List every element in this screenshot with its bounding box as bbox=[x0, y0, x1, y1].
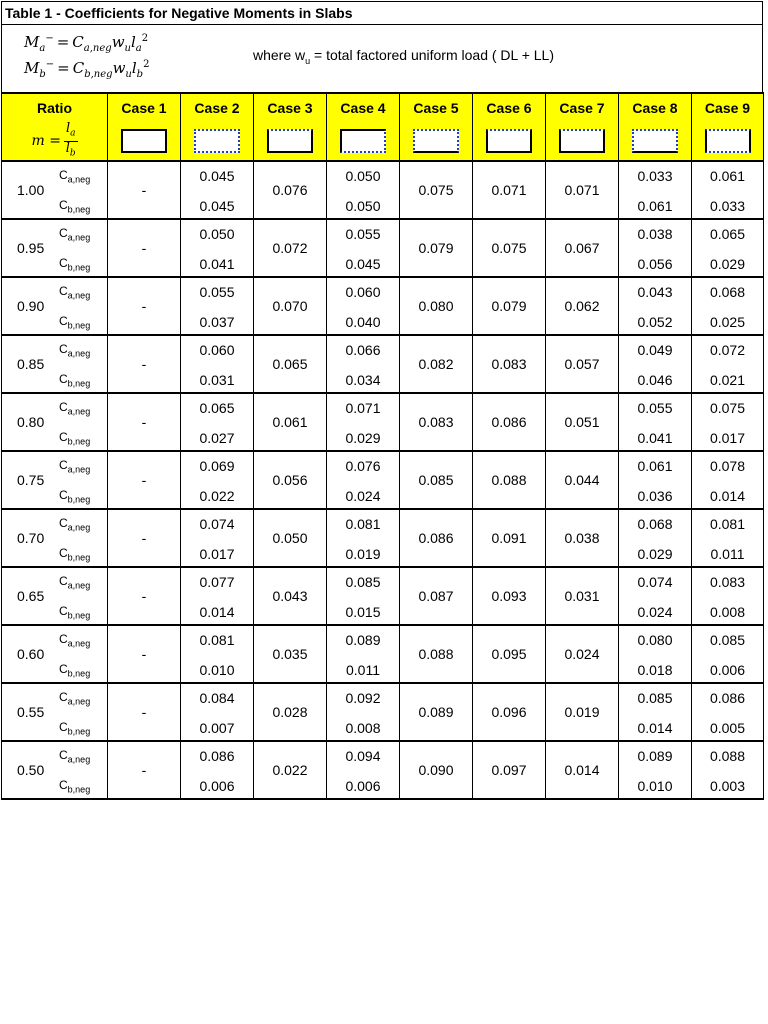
coef-cell-case-3: 0.070 bbox=[254, 277, 327, 335]
coef-cell-case-7: 0.062 bbox=[546, 277, 619, 335]
ca-neg-value: 0.085 bbox=[637, 690, 673, 707]
cb-neg-label: $C_{b,neg}$ bbox=[59, 487, 91, 505]
case-header-8: Case 8 bbox=[619, 93, 692, 122]
ca-neg-value: 0.061 bbox=[709, 168, 746, 185]
coef-cell-case-7: 0.038 bbox=[546, 509, 619, 567]
cb-neg-value: 0.022 bbox=[199, 488, 235, 505]
coef-cell-case-8 bbox=[619, 393, 692, 451]
coef-cell-case-5: 0.083 bbox=[400, 393, 473, 451]
case-diagram-cell-9 bbox=[692, 122, 764, 161]
ca-neg-value: 0.075 bbox=[709, 400, 746, 417]
ratio-cell bbox=[2, 161, 108, 219]
ca-neg-value: 0.078 bbox=[709, 458, 746, 475]
case-diagram-cell-2 bbox=[181, 122, 254, 161]
coef-cell-case-4 bbox=[327, 219, 400, 277]
case-diagram-cell-5 bbox=[400, 122, 473, 161]
slab-case-4-icon bbox=[340, 129, 386, 153]
ca-neg-label: $C_{a,neg}$ bbox=[59, 400, 91, 417]
table-row bbox=[2, 161, 764, 219]
ca-neg-value: 0.084 bbox=[199, 690, 235, 707]
cb-neg-value: 0.017 bbox=[199, 546, 235, 563]
coef-cell-case-7: 0.031 bbox=[546, 567, 619, 625]
coef-cell-case-4 bbox=[327, 161, 400, 219]
cb-neg-value: 0.027 bbox=[199, 430, 235, 447]
slab-case-6-icon bbox=[486, 129, 532, 153]
ratio-value: 0.75 bbox=[17, 472, 45, 489]
coef-cell-case-7: 0.024 bbox=[546, 625, 619, 683]
coef-cell-case-5: 0.090 bbox=[400, 741, 473, 799]
cb-neg-value: 0.011 bbox=[710, 546, 745, 563]
coef-cell-case-8 bbox=[619, 277, 692, 335]
coef-cell-case-8 bbox=[619, 625, 692, 683]
ratio-cell bbox=[2, 625, 108, 683]
ca-neg-value: 0.055 bbox=[637, 400, 673, 417]
coef-cell-case-1: - bbox=[108, 335, 181, 393]
coef-cell-case-4 bbox=[327, 741, 400, 799]
coef-cell-case-5: 0.085 bbox=[400, 451, 473, 509]
cb-neg-label: $C_{b,neg}$ bbox=[59, 603, 91, 621]
cb-neg-label: $C_{b,neg}$ bbox=[59, 545, 91, 563]
coef-cell-case-1: - bbox=[108, 161, 181, 219]
load-note: where $w_u$ = total factored uniform load ( DL + LL) bbox=[253, 47, 554, 66]
ratio-cell bbox=[2, 393, 108, 451]
cb-neg-value: 0.040 bbox=[345, 314, 381, 331]
coefficients-sheet bbox=[1, 1, 763, 800]
cb-neg-value: 0.007 bbox=[199, 720, 235, 737]
ratio-value: 0.80 bbox=[17, 414, 45, 431]
cb-neg-value: 0.031 bbox=[199, 372, 235, 389]
coef-cell-case-3: 0.022 bbox=[254, 741, 327, 799]
cb-neg-label: $C_{b,neg}$ bbox=[59, 777, 91, 795]
ca-neg-value: 0.033 bbox=[637, 168, 673, 185]
ca-neg-value: 0.068 bbox=[637, 516, 673, 533]
ca-neg-label: $C_{a,neg}$ bbox=[59, 574, 91, 591]
ca-neg-label: $C_{a,neg}$ bbox=[59, 284, 91, 301]
slab-case-9-icon bbox=[705, 129, 751, 153]
cb-neg-value: 0.014 bbox=[199, 604, 235, 621]
case-diagram-cell-6 bbox=[473, 122, 546, 161]
ca-neg-value: 0.085 bbox=[709, 632, 746, 649]
cb-neg-value: 0.036 bbox=[637, 488, 673, 505]
cb-neg-value: 0.008 bbox=[345, 720, 381, 737]
coef-cell-case-7: 0.019 bbox=[546, 683, 619, 741]
table-row bbox=[2, 625, 764, 683]
coef-cell-case-9 bbox=[692, 335, 764, 393]
coef-cell-case-2 bbox=[181, 277, 254, 335]
cb-neg-value: 0.041 bbox=[199, 256, 235, 273]
coef-cell-case-6: 0.075 bbox=[473, 219, 546, 277]
cb-neg-label: $C_{b,neg}$ bbox=[59, 719, 91, 737]
ca-neg-label: $C_{a,neg}$ bbox=[59, 168, 91, 185]
cb-neg-value: 0.045 bbox=[345, 256, 381, 273]
cb-neg-label: $C_{b,neg}$ bbox=[59, 371, 91, 389]
ca-neg-value: 0.043 bbox=[637, 284, 673, 301]
cb-neg-value: 0.019 bbox=[345, 546, 381, 563]
coef-cell-case-5: 0.088 bbox=[400, 625, 473, 683]
ca-neg-value: 0.081 bbox=[709, 516, 746, 533]
cb-neg-value: 0.015 bbox=[345, 604, 381, 621]
cb-neg-value: 0.037 bbox=[199, 314, 235, 331]
table-row bbox=[2, 219, 764, 277]
formula-ma: $M_a^- = C_{a,neg}w_ul_a^2$ bbox=[24, 33, 149, 54]
case-header-3: Case 3 bbox=[254, 93, 327, 122]
coef-cell-case-8 bbox=[619, 567, 692, 625]
case-diagram-cell-3 bbox=[254, 122, 327, 161]
coef-cell-case-6: 0.079 bbox=[473, 277, 546, 335]
ca-neg-value: 0.081 bbox=[345, 516, 381, 533]
cb-neg-label: $C_{b,neg}$ bbox=[59, 661, 91, 679]
coef-cell-case-9 bbox=[692, 393, 764, 451]
coef-cell-case-7: 0.067 bbox=[546, 219, 619, 277]
ca-neg-value: 0.074 bbox=[637, 574, 673, 591]
ca-neg-label: $C_{a,neg}$ bbox=[59, 690, 91, 707]
ratio-cell bbox=[2, 219, 108, 277]
cb-neg-value: 0.014 bbox=[637, 720, 673, 737]
coef-cell-case-4 bbox=[327, 393, 400, 451]
ratio-value: 1.00 bbox=[17, 182, 45, 199]
coef-cell-case-3: 0.050 bbox=[254, 509, 327, 567]
table-row bbox=[2, 509, 764, 567]
cb-neg-value: 0.046 bbox=[637, 372, 673, 389]
coef-cell-case-9 bbox=[692, 683, 764, 741]
ca-neg-label: $C_{a,neg}$ bbox=[59, 516, 91, 533]
table-header bbox=[2, 93, 764, 161]
ca-neg-value: 0.086 bbox=[199, 748, 235, 765]
ratio-value: 0.50 bbox=[17, 762, 45, 779]
ca-neg-label: $C_{a,neg}$ bbox=[59, 226, 91, 243]
coef-cell-case-3: 0.056 bbox=[254, 451, 327, 509]
cb-neg-value: 0.024 bbox=[345, 488, 381, 505]
ca-neg-value: 0.055 bbox=[345, 226, 381, 243]
ca-neg-value: 0.060 bbox=[345, 284, 381, 301]
ca-neg-value: 0.061 bbox=[637, 458, 673, 475]
coef-cell-case-7: 0.071 bbox=[546, 161, 619, 219]
ca-neg-value: 0.050 bbox=[345, 168, 381, 185]
coef-cell-case-6: 0.096 bbox=[473, 683, 546, 741]
coef-cell-case-9 bbox=[692, 567, 764, 625]
coef-cell-case-2 bbox=[181, 393, 254, 451]
coef-cell-case-5: 0.089 bbox=[400, 683, 473, 741]
case-header-6: Case 6 bbox=[473, 93, 546, 122]
coef-cell-case-1: - bbox=[108, 277, 181, 335]
cb-neg-value: 0.003 bbox=[709, 778, 746, 795]
ratio-header: Ratio bbox=[2, 93, 108, 122]
coef-cell-case-5: 0.080 bbox=[400, 277, 473, 335]
coef-cell-case-4 bbox=[327, 277, 400, 335]
coef-cell-case-3: 0.065 bbox=[254, 335, 327, 393]
cb-neg-value: 0.011 bbox=[346, 662, 380, 679]
ca-neg-label: $C_{a,neg}$ bbox=[59, 632, 91, 649]
case-header-1: Case 1 bbox=[108, 93, 181, 122]
ca-neg-value: 0.076 bbox=[345, 458, 381, 475]
ratio-cell bbox=[2, 683, 108, 741]
case-header-2: Case 2 bbox=[181, 93, 254, 122]
coef-cell-case-1: - bbox=[108, 393, 181, 451]
coef-cell-case-1: - bbox=[108, 509, 181, 567]
table-row bbox=[2, 567, 764, 625]
coef-cell-case-4 bbox=[327, 683, 400, 741]
case-header-5: Case 5 bbox=[400, 93, 473, 122]
formula-block bbox=[1, 25, 763, 92]
ca-neg-value: 0.077 bbox=[199, 574, 235, 591]
cb-neg-label: $C_{b,neg}$ bbox=[59, 429, 91, 447]
coef-cell-case-5: 0.075 bbox=[400, 161, 473, 219]
coef-cell-case-6: 0.095 bbox=[473, 625, 546, 683]
coef-cell-case-7: 0.014 bbox=[546, 741, 619, 799]
ca-neg-value: 0.050 bbox=[199, 226, 235, 243]
coef-cell-case-1: - bbox=[108, 219, 181, 277]
coef-cell-case-3: 0.028 bbox=[254, 683, 327, 741]
cb-neg-value: 0.010 bbox=[637, 778, 673, 795]
slab-case-1-icon bbox=[121, 129, 167, 153]
cb-neg-value: 0.006 bbox=[199, 778, 235, 795]
ca-neg-value: 0.088 bbox=[709, 748, 746, 765]
cb-neg-value: 0.006 bbox=[345, 778, 381, 795]
coef-cell-case-3: 0.061 bbox=[254, 393, 327, 451]
coef-cell-case-1: - bbox=[108, 741, 181, 799]
ca-neg-value: 0.071 bbox=[345, 400, 381, 417]
ratio-cell bbox=[2, 277, 108, 335]
coef-cell-case-2 bbox=[181, 683, 254, 741]
table-row bbox=[2, 741, 764, 799]
slab-case-5-icon bbox=[413, 129, 459, 153]
ratio-cell bbox=[2, 741, 108, 799]
coef-cell-case-9 bbox=[692, 451, 764, 509]
table-title: Table 1 - Coefficients for Negative Moments in Slabs bbox=[1, 1, 763, 25]
table-row bbox=[2, 451, 764, 509]
cb-neg-value: 0.029 bbox=[637, 546, 673, 563]
ca-neg-value: 0.089 bbox=[345, 632, 381, 649]
ca-neg-value: 0.083 bbox=[709, 574, 746, 591]
coef-cell-case-5: 0.079 bbox=[400, 219, 473, 277]
coef-cell-case-1: - bbox=[108, 567, 181, 625]
ca-neg-value: 0.085 bbox=[345, 574, 381, 591]
coef-cell-case-2 bbox=[181, 335, 254, 393]
coef-cell-case-9 bbox=[692, 625, 764, 683]
table-row bbox=[2, 393, 764, 451]
ca-neg-value: 0.066 bbox=[345, 342, 381, 359]
ca-neg-value: 0.060 bbox=[199, 342, 235, 359]
ratio-cell bbox=[2, 509, 108, 567]
slab-case-2-icon bbox=[194, 129, 240, 153]
cb-neg-value: 0.056 bbox=[637, 256, 673, 273]
coef-cell-case-8 bbox=[619, 741, 692, 799]
ratio-cell bbox=[2, 335, 108, 393]
coef-cell-case-3: 0.076 bbox=[254, 161, 327, 219]
case-diagram-cell-8 bbox=[619, 122, 692, 161]
ratio-value: 0.70 bbox=[17, 530, 45, 547]
ratio-cell bbox=[2, 451, 108, 509]
table-row bbox=[2, 335, 764, 393]
coef-cell-case-4 bbox=[327, 335, 400, 393]
ratio-value: 0.60 bbox=[17, 646, 45, 663]
ratio-value: 0.95 bbox=[17, 240, 45, 257]
cb-neg-value: 0.014 bbox=[709, 488, 746, 505]
ca-neg-value: 0.086 bbox=[709, 690, 746, 707]
coef-cell-case-5: 0.087 bbox=[400, 567, 473, 625]
coef-cell-case-3: 0.072 bbox=[254, 219, 327, 277]
case-diagram-cell-1 bbox=[108, 122, 181, 161]
coef-cell-case-6: 0.097 bbox=[473, 741, 546, 799]
coef-cell-case-1: - bbox=[108, 683, 181, 741]
table-body bbox=[2, 161, 764, 799]
coef-cell-case-3: 0.043 bbox=[254, 567, 327, 625]
coef-cell-case-6: 0.091 bbox=[473, 509, 546, 567]
coef-cell-case-8 bbox=[619, 335, 692, 393]
coef-cell-case-2 bbox=[181, 451, 254, 509]
coef-cell-case-4 bbox=[327, 625, 400, 683]
cb-neg-value: 0.033 bbox=[709, 198, 746, 215]
ca-neg-value: 0.049 bbox=[637, 342, 673, 359]
m-ratio-formula: m = $\frac{l_a}{l_b}$ bbox=[2, 122, 108, 161]
coef-cell-case-4 bbox=[327, 567, 400, 625]
coef-cell-case-8 bbox=[619, 161, 692, 219]
cb-neg-value: 0.024 bbox=[637, 604, 673, 621]
coef-cell-case-8 bbox=[619, 509, 692, 567]
cb-neg-value: 0.025 bbox=[709, 314, 746, 331]
ca-neg-value: 0.094 bbox=[345, 748, 381, 765]
ca-neg-value: 0.072 bbox=[709, 342, 746, 359]
ratio-value: 0.90 bbox=[17, 298, 45, 315]
coefficients-table bbox=[1, 92, 764, 800]
coef-cell-case-9 bbox=[692, 277, 764, 335]
cb-neg-value: 0.018 bbox=[637, 662, 673, 679]
cb-neg-value: 0.021 bbox=[709, 372, 746, 389]
ca-neg-label: $C_{a,neg}$ bbox=[59, 748, 91, 765]
cb-neg-label: $C_{b,neg}$ bbox=[59, 313, 91, 331]
ca-neg-value: 0.038 bbox=[637, 226, 673, 243]
cb-neg-value: 0.029 bbox=[345, 430, 381, 447]
coef-cell-case-1: - bbox=[108, 625, 181, 683]
coef-cell-case-9 bbox=[692, 741, 764, 799]
ca-neg-value: 0.065 bbox=[709, 226, 746, 243]
table-row bbox=[2, 277, 764, 335]
coef-cell-case-9 bbox=[692, 509, 764, 567]
ca-neg-label: $C_{a,neg}$ bbox=[59, 458, 91, 475]
coef-cell-case-4 bbox=[327, 451, 400, 509]
slab-case-7-icon bbox=[559, 129, 605, 153]
coef-cell-case-6: 0.086 bbox=[473, 393, 546, 451]
coef-cell-case-5: 0.082 bbox=[400, 335, 473, 393]
ratio-value: 0.85 bbox=[17, 356, 45, 373]
cb-neg-value: 0.041 bbox=[637, 430, 673, 447]
cb-neg-value: 0.029 bbox=[709, 256, 746, 273]
ca-neg-value: 0.065 bbox=[199, 400, 235, 417]
case-diagram-cell-4 bbox=[327, 122, 400, 161]
ratio-value: 0.65 bbox=[17, 588, 45, 605]
slab-case-3-icon bbox=[267, 129, 313, 153]
case-header-4: Case 4 bbox=[327, 93, 400, 122]
ca-neg-value: 0.092 bbox=[345, 690, 381, 707]
cb-neg-value: 0.005 bbox=[709, 720, 746, 737]
coef-cell-case-4 bbox=[327, 509, 400, 567]
coef-cell-case-6: 0.083 bbox=[473, 335, 546, 393]
coef-cell-case-7: 0.057 bbox=[546, 335, 619, 393]
case-header-7: Case 7 bbox=[546, 93, 619, 122]
coef-cell-case-5: 0.086 bbox=[400, 509, 473, 567]
ca-neg-value: 0.045 bbox=[199, 168, 235, 185]
cb-neg-value: 0.052 bbox=[637, 314, 673, 331]
ratio-cell bbox=[2, 567, 108, 625]
cb-neg-label: $C_{b,neg}$ bbox=[59, 197, 91, 215]
cb-neg-label: $C_{b,neg}$ bbox=[59, 255, 91, 273]
coef-cell-case-2 bbox=[181, 567, 254, 625]
coef-cell-case-8 bbox=[619, 451, 692, 509]
coef-cell-case-3: 0.035 bbox=[254, 625, 327, 683]
cb-neg-value: 0.034 bbox=[345, 372, 381, 389]
ca-neg-value: 0.055 bbox=[199, 284, 235, 301]
table-row bbox=[2, 683, 764, 741]
coef-cell-case-6: 0.088 bbox=[473, 451, 546, 509]
coef-cell-case-7: 0.044 bbox=[546, 451, 619, 509]
ca-neg-value: 0.081 bbox=[199, 632, 235, 649]
coef-cell-case-1: - bbox=[108, 451, 181, 509]
cb-neg-value: 0.050 bbox=[345, 198, 381, 215]
coef-cell-case-2 bbox=[181, 625, 254, 683]
coef-cell-case-6: 0.093 bbox=[473, 567, 546, 625]
ca-neg-label: $C_{a,neg}$ bbox=[59, 342, 91, 359]
cb-neg-value: 0.017 bbox=[709, 430, 746, 447]
coef-cell-case-9 bbox=[692, 219, 764, 277]
cb-neg-value: 0.008 bbox=[709, 604, 746, 621]
coef-cell-case-8 bbox=[619, 683, 692, 741]
coef-cell-case-2 bbox=[181, 219, 254, 277]
coef-cell-case-2 bbox=[181, 161, 254, 219]
coef-cell-case-2 bbox=[181, 741, 254, 799]
cb-neg-value: 0.061 bbox=[637, 198, 673, 215]
cb-neg-value: 0.006 bbox=[709, 662, 746, 679]
ca-neg-value: 0.069 bbox=[199, 458, 235, 475]
ca-neg-value: 0.074 bbox=[199, 516, 235, 533]
case-diagram-cell-7 bbox=[546, 122, 619, 161]
ca-neg-value: 0.068 bbox=[709, 284, 746, 301]
coef-cell-case-7: 0.051 bbox=[546, 393, 619, 451]
coef-cell-case-8 bbox=[619, 219, 692, 277]
slab-case-8-icon bbox=[632, 129, 678, 153]
ca-neg-value: 0.080 bbox=[637, 632, 673, 649]
formula-mb: $M_b^- = C_{b,neg}w_ul_b^2$ bbox=[24, 59, 150, 80]
coef-cell-case-6: 0.071 bbox=[473, 161, 546, 219]
coef-cell-case-2 bbox=[181, 509, 254, 567]
cb-neg-value: 0.010 bbox=[199, 662, 235, 679]
case-header-9: Case 9 bbox=[692, 93, 764, 122]
cb-neg-value: 0.045 bbox=[199, 198, 235, 215]
coef-cell-case-9 bbox=[692, 161, 764, 219]
ca-neg-value: 0.089 bbox=[637, 748, 673, 765]
ratio-value: 0.55 bbox=[17, 704, 45, 721]
